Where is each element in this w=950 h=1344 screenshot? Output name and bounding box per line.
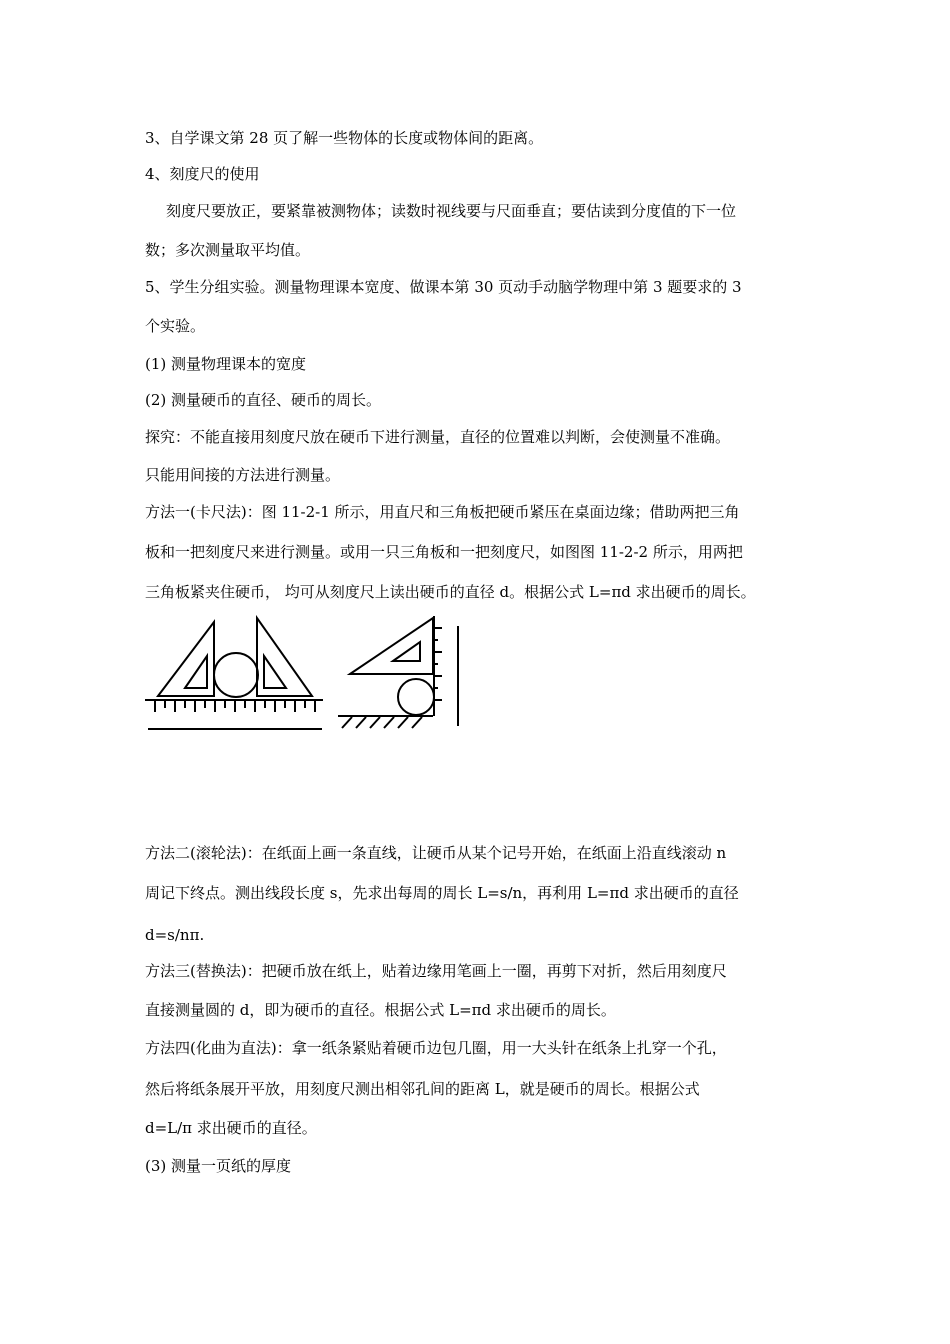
item-3-text: 3、自学课文第 28 页了解一些物体的长度或物体间的距离。 [145,129,544,147]
set-square-inner [393,642,420,661]
method-3-text-1: 方法三(替换法)：把硬币放在纸上，贴着边缘用笔画上一圈，再剪下对折，然后用刻度尺 [145,962,727,980]
method-1-text-1: 方法一(卡尺法)：图 11-2-1 所示，用直尺和三角板把硬币紧压在桌面边缘；借助两把三角 [145,503,740,521]
item-4-heading: 4、刻度尺的使用 [145,165,260,183]
explore-text-1: 探究：不能直接用刻度尺放在硬币下进行测量，直径的位置难以判断，会使测量不准确。 [145,428,731,446]
subitem-3: (3) 测量一页纸的厚度 [145,1157,292,1175]
method-1-text-3: 三角板紧夹住硬币， 均可从刻度尺上读出硬币的直径 d。根据公式 L=πd 求出硬币的周长。 [145,583,756,601]
left-set-square-inner [185,656,207,688]
item-5-text-1: 5、学生分组实验。测量物理课本宽度、做课本第 30 页动手动脑学物理中第 3 题要求的 3 [145,278,742,296]
method-2-text-1: 方法二(滚轮法)：在纸面上画一条直线，让硬币从某个记号开始，在纸面上沿直线滚动 n [145,844,727,862]
method-4-text-3: d=L/π 求出硬币的直径。 [145,1119,317,1137]
ruler-usage-text-2: 数；多次测量取平均值。 [145,241,311,259]
ruler-usage-text-1: 刻度尺要放正，要紧靠被测物体；读数时视线要与尺面垂直；要估读到分度值的下一位 [166,202,737,220]
method-2-text-2: 周记下终点。测出线段长度 s，先求出每周的周长 L=s/n，再利用 L=πd 求出硬币的直径 [145,884,739,902]
method-3-text-2: 直接测量圆的 d，即为硬币的直径。根据公式 L=πd 求出硬币的周长。 [145,1001,616,1019]
coin-measurement-diagram [140,612,470,742]
subitem-1: (1) 测量物理课本的宽度 [145,355,307,373]
method-2-text-3: d=s/nπ. [145,926,205,944]
figure-11-2-1 [145,618,323,729]
method-4-text-1: 方法四(化曲为直法)：拿一纸条紧贴着硬币边包几圈，用一大头针在纸条上扎穿一个孔， [145,1039,727,1057]
subitem-2: (2) 测量硬币的直径、硬币的周长。 [145,391,382,409]
table-hatching [342,717,422,728]
method-1-text-2: 板和一把刻度尺来进行测量。或用一只三角板和一把刻度尺，如图图 11-2-2 所示，用两把 [145,543,743,561]
coin-left [214,653,258,697]
coin-measurement-figure [140,612,470,742]
coin-right [398,679,434,715]
vertical-ruler-ticks [434,628,442,700]
right-set-square-inner [264,656,286,688]
method-4-text-2: 然后将纸条展开平放，用刻度尺测出相邻孔间的距离 L，就是硬币的周长。根据公式 [145,1080,700,1098]
item-5-text-2: 个实验。 [145,317,206,335]
explore-text-2: 只能用间接的方法进行测量。 [145,466,341,484]
ruler-ticks [155,700,315,712]
figure-11-2-2 [338,616,458,728]
